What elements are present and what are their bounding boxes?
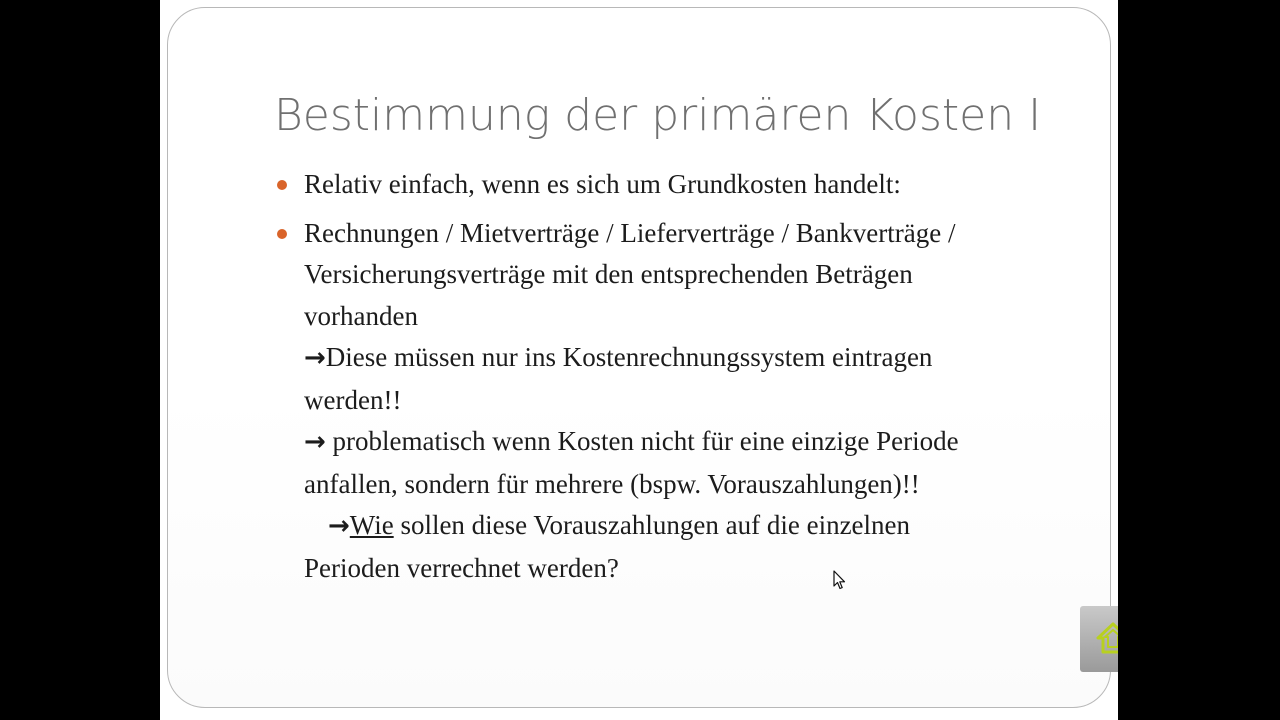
- arrow-icon: →: [304, 343, 326, 373]
- bullet-item-2: [274, 213, 1074, 590]
- arrow-continuation: werden!!: [304, 384, 402, 415]
- arrow-line-1: [304, 337, 1074, 380]
- bullet-list: [274, 164, 1074, 596]
- arrow-text: problematisch wenn Kosten nicht für eine einzige Periode: [325, 426, 959, 456]
- arrow-icon: →: [328, 511, 350, 541]
- home-icon: [1093, 619, 1118, 659]
- bullet-line: Relativ einfach, wenn es sich um Grundkosten handelt:: [304, 169, 901, 199]
- bullet-dot-icon: [277, 180, 287, 190]
- slide-canvas: [160, 0, 1118, 720]
- arrow-continuation: anfallen, sondern für mehrere (bspw. Vorauszahlungen)!!: [304, 468, 920, 499]
- bullet-line: Versicherungsverträge mit den entsprechenden Beträgen: [304, 259, 913, 289]
- arrow-continuation: Perioden verrechnet werden?: [304, 552, 619, 583]
- bullet-item-1: [274, 164, 1074, 206]
- arrow-text: Diese müssen nur ins Kostenrechnungssystem eintragen: [325, 342, 933, 372]
- mouse-cursor-icon: [833, 570, 847, 590]
- bullet-dot-icon: [277, 229, 287, 239]
- slide-frame: [167, 7, 1111, 708]
- arrow-icon: →: [304, 427, 326, 457]
- home-button[interactable]: [1080, 606, 1118, 672]
- underlined-word: Wie: [349, 510, 394, 540]
- arrow-line-3: [304, 505, 1074, 548]
- arrow-text: sollen diese Vorauszahlungen auf die einzelnen: [393, 510, 911, 540]
- arrow-line-2: [304, 421, 1074, 464]
- slide-title: Bestimmung der primären Kosten I: [274, 90, 1042, 141]
- bullet-line: Rechnungen / Mietverträge / Lieferverträge / Bankverträge /: [304, 217, 956, 248]
- bullet-line: vorhanden: [304, 300, 418, 331]
